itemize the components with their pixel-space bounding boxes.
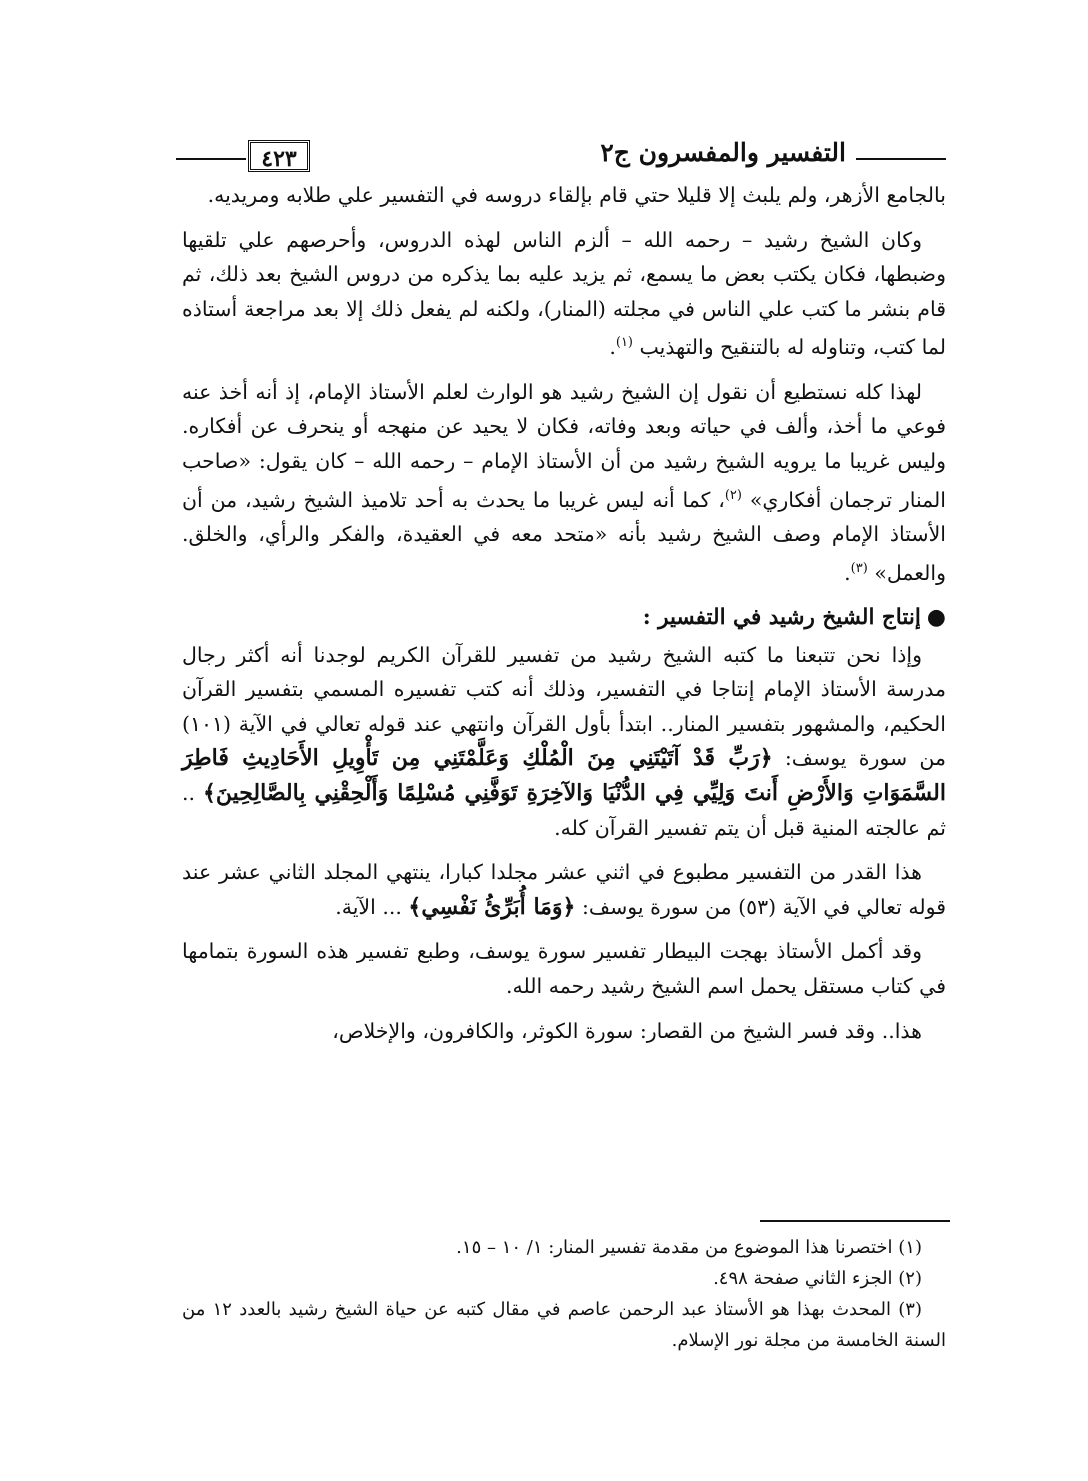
paragraph: وكان الشيخ رشيد – رحمه الله – ألزم الناس لهذه الدروس، وأحرصهم علي تلقيها وضبطها، فكان يكتب بعض ما يسمع، ثم يزيد عليه بما يذكره من دروس الشيخ بعد ذلك، ثم قام بنشر ما كتب علي الناس في مجلته (المنار)، ولكنه لم يفعل ذلك إلا بعد مراجعة أستاذه لما كتب، وتناوله له بالتنقيح والتهذيب $^{(١)}$. — [182, 227, 946, 360]
header-rule-right — [856, 158, 946, 160]
footnote-divider — [760, 1220, 950, 1222]
footnotes — [182, 1232, 946, 1356]
section-heading — [182, 600, 946, 636]
paragraph — [182, 178, 946, 213]
paragraph-text: وقد أكمل الأستاذ بهجت البيطار تفسير سورة يوسف، وطبع تفسير هذه السورة بتمامها في كتاب مستقل يحمل اسم الشيخ رشيد رحمه الله. — [182, 939, 946, 998]
running-header — [176, 138, 946, 178]
paragraph-text: هذا.. وقد فسر الشيخ من القصار: سورة الكوثر، والكافرون، والإخلاص، — [332, 1018, 922, 1043]
paragraph: لهذا كله نستطيع أن نقول إن الشيخ رشيد هو الوارث لعلم الأستاذ الإمام، إذ أنه أخذ عنه فوعي ما أخذ، وألف في حياته وبعد وفاته، فكان لا يحيد عن منهجه أو ينحرف عن أفكاره. وليس غريبا ما يرويه الشيخ رشيد من أن الأستاذ الإمام – رحمه الله – كان يقول: «صاحب المنار ترجمان أفكاري» $^{(٢)}$، كما أنه ليس غريبا ما يحدث به أحد تلاميذ الشيخ رشيد، من أن الأستاذ الإمام وصف الشيخ رشيد بأنه «متحد معه في العقيدة، والفكر والرأي، والخلق. والعمل» $^{(٣)}$. — [182, 379, 946, 585]
paragraph — [182, 1014, 946, 1049]
footnote-ref: (٢) — [724, 487, 742, 503]
paragraph-text: ، كما أنه ليس غريبا ما يحدث به أحد تلاميذ الشيخ رشيد، من أن الأستاذ الإمام وصف الشيخ رشيد بأنه «متحد معه في العقيدة، والفكر والرأي، والخلق. والعمل» — [182, 487, 946, 585]
section-heading-text: إنتاج الشيخ رشيد في التفسير : — [642, 605, 921, 631]
quran-verse: ﴿رَبِّ قَدْ آتَيْتَنِي مِنَ الْمُلْكِ وَعَلَّمْتَنِي مِن تَأْوِيلِ الأَحَادِيثِ فَاطِرَ السَّمَوَاتِ وَالأَرْضِ أَنتَ وَلِيِّي فِي الدُّنْيَا وَالآخِرَةِ تَوَفَّنِي مُسْلِمًا وَأَلْحِقْنِي بِالصَّالِحِينَ﴾ — [182, 745, 946, 806]
footnote-ref: (٣) — [850, 560, 868, 576]
paragraph-text: بالجامع الأزهر، ولم يلبث إلا قليلا حتي قام بإلقاء دروسه في التفسير علي طلابه ومريديه. — [207, 183, 946, 207]
paragraph — [182, 934, 946, 1003]
quran-verse: ﴿وَمَا أُبَرِّئُ نَفْسِي﴾ — [408, 893, 576, 920]
paragraph-text: هذا القدر من التفسير مطبوع في اثني عشر مجلدا كبارا، ينتهي المجلد الثاني عشر عند قوله تعالي في الآية (٥٣) من سورة يوسف: — [182, 860, 946, 919]
paragraph-text: وإذا نحن تتبعنا ما كتبه الشيخ رشيد من تفسير للقرآن الكريم لوجدنا أنه أكثر رجال مدرسة الأستاذ الإمام إنتاجا في التفسير، وذلك أنه كتب تفسيره المسمي بتفسير القرآن الحكيم، والمشهور بتفسير المنار.. ابتدأ بأول القرآن وانتهي عند قوله تعالي في الآية (١٠١) من سورة يوسف: — [182, 642, 946, 771]
paragraph-text: لهذا كله نستطيع أن نقول إن الشيخ رشيد هو الوارث لعلم الأستاذ الإمام، إذ أنه أخذ عنه فوعي ما أخذ، وألف في حياته وبعد وفاته، فكان لا يحيد عن منهجه أو ينحرف عن أفكاره. وليس غريبا ما يرويه الشيخ رشيد من أن الأستاذ الإمام – رحمه الله – كان يقول: «صاحب المنار ترجمان أفكاري» — [182, 379, 946, 512]
bullet-icon: ● — [926, 604, 946, 631]
paragraph — [182, 855, 946, 924]
paragraph-text: .. ثم عالجته المنية قبل أن يتم تفسير القرآن كله. — [182, 780, 946, 840]
paragraph-text: وكان الشيخ رشيد – رحمه الله – ألزم الناس لهذه الدروس، وأحرصهم علي تلقيها وضبطها، فكان يكتب بعض ما يسمع، ثم يزيد عليه بما يذكره من دروس الشيخ بعد ذلك، ثم قام بنشر ما كتب علي الناس في مجلته (المنار)، ولكنه لم يفعل ذلك إلا بعد مراجعة أستاذه لما كتب، وتناوله له بالتنقيح والتهذيب — [182, 227, 946, 360]
header-rule-left — [176, 158, 246, 160]
footnote: (٣) المحدث بهذا هو الأستاذ عبد الرحمن عاصم في مقال كتبه عن حياة الشيخ رشيد بالعدد ١٢ من السنة الخامسة من مجلة نور الإسلام. — [182, 1299, 946, 1351]
body-text — [182, 178, 946, 1058]
running-title: التفسير والمفسرون ج٢ — [600, 138, 846, 167]
paragraph — [182, 638, 946, 846]
footnote-ref: (١) — [615, 335, 633, 351]
paragraph-text: ... الآية. — [335, 894, 402, 919]
page-number: ٤٢٣ — [248, 140, 310, 172]
footnote: (١) اختصرنا هذا الموضوع من مقدمة تفسير المنار: ١/ ١٠ – ١٥. — [456, 1237, 922, 1258]
footnote: (٢) الجزء الثاني صفحة ٤٩٨. — [713, 1268, 922, 1289]
